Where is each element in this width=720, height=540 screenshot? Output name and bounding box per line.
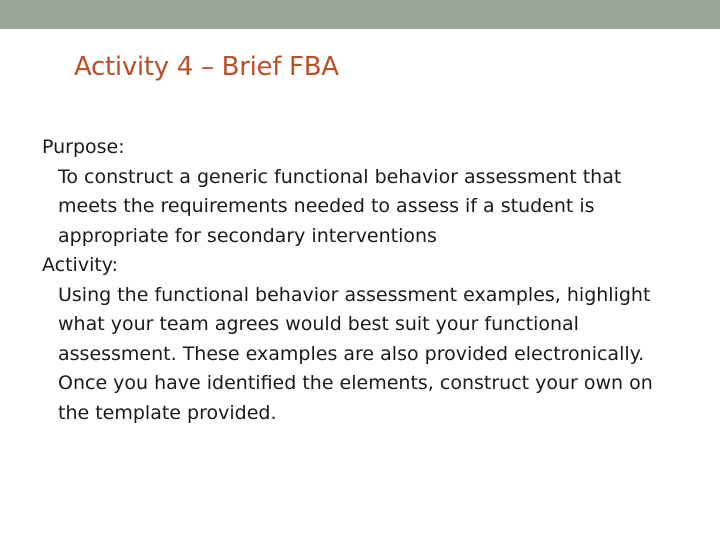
activity-heading: Activity:	[42, 254, 119, 276]
purpose-text: To construct a generic functional behavior assessment that meets the requirements needed to assess if a student is appropriate for secondary interventions	[58, 165, 622, 247]
slide-title: Activity 4 – Brief FBA	[74, 52, 339, 82]
top-band	[0, 0, 720, 29]
purpose-heading: Purpose:	[42, 136, 125, 158]
activity-text: Using the functional behavior assessment examples, highlight what your team agrees would best suit your functional assessment. These examples are also provided electronically. Once you have identified the elements, construct your own on the template provided.	[58, 283, 653, 424]
slide-content	[42, 133, 682, 428]
